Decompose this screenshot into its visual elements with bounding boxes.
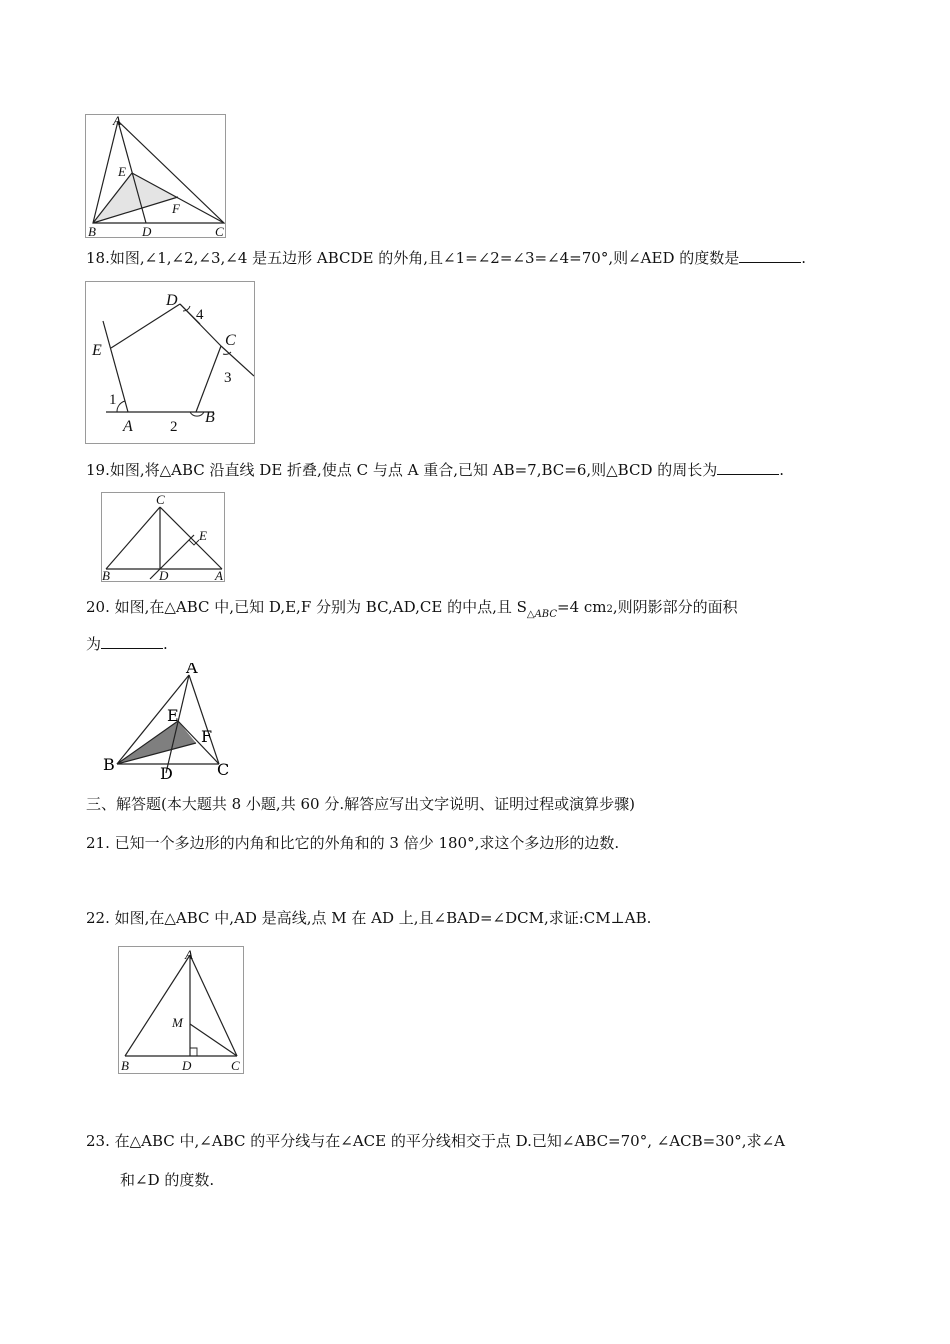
fig20-label-b: B [103,755,115,774]
question-18-end: . [801,249,807,267]
fig19-label-e: E [199,528,207,543]
question-20-line2 [86,633,168,655]
answer-blank-19[interactable] [717,460,779,475]
fig19-label-d: D [159,568,169,581]
fig18-label-1: 1 [109,392,117,408]
question-20 [86,596,738,626]
question-18-text: 18.如图,∠1,∠2,∠3,∠4 是五边形 ABCDE 的外角,且∠1=∠2=∠3=∠4=70°,则∠AED 的度数是 [86,249,740,267]
fig22-label-a: A [185,947,193,962]
question-20-subscript: △ABC [526,609,557,620]
question-18 [86,247,806,269]
figure-q18 [85,281,255,444]
fig22-label-d: D [182,1058,192,1073]
question-20-text-b: =4 cm [557,598,607,616]
fig22-label-c: C [231,1058,240,1073]
fig20-label-d: D [160,764,173,783]
question-19-text: 19.如图,将△ABC 沿直线 DE 折叠,使点 C 与点 A 重合,已知 AB=7,BC=6,则△BCD 的周长为 [86,461,718,479]
fig18-label-3: 3 [224,370,232,386]
section-3-heading: 三、解答题(本大题共 8 小题,共 60 分.解答应写出文字说明、证明过程或演算步骤) [86,795,635,813]
fig18-label-a: A [123,418,133,435]
figure-q20 [100,663,240,783]
fig20-label-f: F [201,727,213,746]
fig18-label-b: B [205,409,215,426]
fig18-label-2: 2 [170,419,178,435]
figure-q17 [85,114,226,238]
figure-q19 [101,492,225,582]
fig18-label-e: E [92,342,102,359]
question-20-text-c: ,则阴影部分的面积 [612,598,738,616]
answer-blank-20[interactable] [101,634,163,649]
fig17-label-c: C [215,224,224,237]
fig17-label-a: A [113,115,121,128]
fig18-label-4: 4 [196,307,204,323]
fig20-label-c: C [217,760,230,779]
fig19-label-b: B [102,568,110,581]
fig19-label-c: C [156,493,165,507]
answer-blank-18[interactable] [739,248,801,263]
question-22: 22. 如图,在△ABC 中,AD 是高线,点 M 在 AD 上,且∠BAD=∠DCM,求证:CM⊥AB. [86,909,652,927]
fig18-label-c: C [225,332,236,349]
figure-q22 [118,946,244,1074]
fig17-label-b: B [88,224,96,237]
question-23-line2: 和∠D 的度数. [120,1171,215,1189]
question-19 [86,459,784,481]
fig22-label-b: B [121,1058,129,1073]
question-20-end: . [163,635,168,653]
fig18-label-d: D [166,292,178,309]
fig17-label-d: D [142,224,152,237]
question-23-line1: 23. 在△ABC 中,∠ABC 的平分线与在∠ACE 的平分线相交于点 D.已知∠ABC=70°, ∠ACB=30°,求∠A [86,1132,785,1150]
fig17-label-e: E [118,164,126,179]
fig20-label-a: A [186,663,198,677]
fig20-label-e: E [167,706,179,725]
question-20-text-a: 20. 如图,在△ABC 中,已知 D,E,F 分别为 BC,AD,CE 的中点,且 S [86,598,527,616]
fig17-label-f: F [172,201,180,216]
fig22-label-m: M [172,1015,183,1030]
question-19-end: . [779,461,785,479]
fig19-label-a: A [215,568,223,581]
question-21: 21. 已知一个多边形的内角和比它的外角和的 3 倍少 180°,求这个多边形的边数. [86,834,620,852]
question-20-line2-text: 为 [86,635,102,653]
question-20-unit-exponent: 2 [606,604,613,615]
